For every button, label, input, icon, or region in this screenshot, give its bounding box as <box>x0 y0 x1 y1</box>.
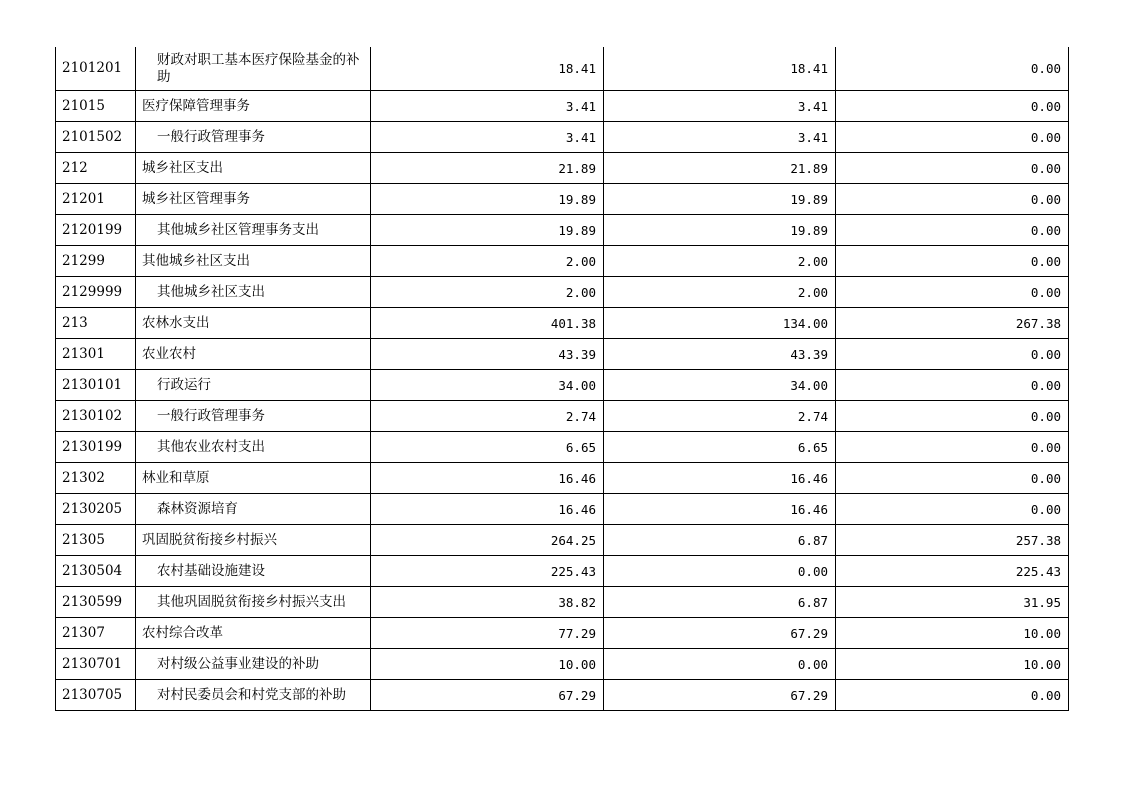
table-row <box>56 525 1069 556</box>
total-amount-cell: 401.38 <box>371 308 604 339</box>
budget-table <box>55 47 1069 711</box>
basic-expenditure-cell: 2.00 <box>604 246 836 277</box>
subject-code-cell: 212 <box>56 153 136 184</box>
subject-name-cell: 城乡社区管理事务 <box>136 184 371 215</box>
table-row <box>56 91 1069 122</box>
total-amount-cell: 225.43 <box>371 556 604 587</box>
total-amount-cell: 38.82 <box>371 587 604 618</box>
total-amount-cell: 3.41 <box>371 91 604 122</box>
subject-name-cell: 行政运行 <box>136 370 371 401</box>
basic-expenditure-cell: 67.29 <box>604 618 836 649</box>
project-expenditure-cell: 10.00 <box>836 649 1069 680</box>
total-amount-cell: 16.46 <box>371 463 604 494</box>
subject-code-cell: 21015 <box>56 91 136 122</box>
subject-name-cell: 农村基础设施建设 <box>136 556 371 587</box>
subject-name-cell: 对村级公益事业建设的补助 <box>136 649 371 680</box>
table-row <box>56 618 1069 649</box>
subject-name-cell: 城乡社区支出 <box>136 153 371 184</box>
project-expenditure-cell: 0.00 <box>836 153 1069 184</box>
basic-expenditure-cell: 0.00 <box>604 556 836 587</box>
subject-code-cell: 21201 <box>56 184 136 215</box>
basic-expenditure-cell: 6.87 <box>604 587 836 618</box>
subject-name-cell: 农村综合改革 <box>136 618 371 649</box>
basic-expenditure-cell: 2.74 <box>604 401 836 432</box>
basic-expenditure-cell: 21.89 <box>604 153 836 184</box>
project-expenditure-cell: 0.00 <box>836 401 1069 432</box>
subject-name-cell: 农林水支出 <box>136 308 371 339</box>
project-expenditure-cell: 0.00 <box>836 494 1069 525</box>
subject-code-cell: 213 <box>56 308 136 339</box>
total-amount-cell: 264.25 <box>371 525 604 556</box>
total-amount-cell: 21.89 <box>371 153 604 184</box>
table-row <box>56 47 1069 91</box>
total-amount-cell: 18.41 <box>371 47 604 91</box>
project-expenditure-cell: 0.00 <box>836 339 1069 370</box>
total-amount-cell: 77.29 <box>371 618 604 649</box>
subject-name-cell: 一般行政管理事务 <box>136 401 371 432</box>
table-row <box>56 463 1069 494</box>
subject-code-cell: 21299 <box>56 246 136 277</box>
subject-name-cell: 林业和草原 <box>136 463 371 494</box>
table-row <box>56 370 1069 401</box>
subject-name-cell: 医疗保障管理事务 <box>136 91 371 122</box>
table-row <box>56 432 1069 463</box>
table-row <box>56 122 1069 153</box>
subject-name-cell: 农业农村 <box>136 339 371 370</box>
subject-name-cell: 森林资源培育 <box>136 494 371 525</box>
table-row <box>56 587 1069 618</box>
subject-name-cell: 对村民委员会和村党支部的补助 <box>136 680 371 711</box>
budget-table-container <box>55 47 1068 711</box>
project-expenditure-cell: 0.00 <box>836 277 1069 308</box>
total-amount-cell: 2.00 <box>371 246 604 277</box>
table-row <box>56 215 1069 246</box>
project-expenditure-cell: 257.38 <box>836 525 1069 556</box>
basic-expenditure-cell: 19.89 <box>604 184 836 215</box>
project-expenditure-cell: 0.00 <box>836 122 1069 153</box>
table-row <box>56 556 1069 587</box>
total-amount-cell: 67.29 <box>371 680 604 711</box>
table-row <box>56 184 1069 215</box>
project-expenditure-cell: 0.00 <box>836 91 1069 122</box>
subject-code-cell: 2130205 <box>56 494 136 525</box>
subject-code-cell: 2130599 <box>56 587 136 618</box>
subject-name-cell: 其他城乡社区支出 <box>136 277 371 308</box>
subject-name-cell: 其他巩固脱贫衔接乡村振兴支出 <box>136 587 371 618</box>
basic-expenditure-cell: 18.41 <box>604 47 836 91</box>
subject-code-cell: 2130101 <box>56 370 136 401</box>
subject-code-cell: 2130705 <box>56 680 136 711</box>
total-amount-cell: 2.00 <box>371 277 604 308</box>
total-amount-cell: 3.41 <box>371 122 604 153</box>
total-amount-cell: 16.46 <box>371 494 604 525</box>
table-row <box>56 680 1069 711</box>
basic-expenditure-cell: 43.39 <box>604 339 836 370</box>
total-amount-cell: 2.74 <box>371 401 604 432</box>
total-amount-cell: 34.00 <box>371 370 604 401</box>
subject-code-cell: 2129999 <box>56 277 136 308</box>
basic-expenditure-cell: 0.00 <box>604 649 836 680</box>
basic-expenditure-cell: 19.89 <box>604 215 836 246</box>
table-row <box>56 494 1069 525</box>
basic-expenditure-cell: 16.46 <box>604 494 836 525</box>
table-row <box>56 153 1069 184</box>
subject-name-cell: 一般行政管理事务 <box>136 122 371 153</box>
subject-code-cell: 2120199 <box>56 215 136 246</box>
total-amount-cell: 6.65 <box>371 432 604 463</box>
subject-code-cell: 2130504 <box>56 556 136 587</box>
subject-code-cell: 2101502 <box>56 122 136 153</box>
subject-code-cell: 21301 <box>56 339 136 370</box>
subject-code-cell: 2130199 <box>56 432 136 463</box>
basic-expenditure-cell: 134.00 <box>604 308 836 339</box>
table-row <box>56 401 1069 432</box>
project-expenditure-cell: 0.00 <box>836 184 1069 215</box>
subject-code-cell: 2101201 <box>56 47 136 91</box>
subject-code-cell: 2130701 <box>56 649 136 680</box>
subject-code-cell: 2130102 <box>56 401 136 432</box>
basic-expenditure-cell: 3.41 <box>604 122 836 153</box>
subject-code-cell: 21302 <box>56 463 136 494</box>
project-expenditure-cell: 31.95 <box>836 587 1069 618</box>
table-row <box>56 339 1069 370</box>
subject-name-cell: 其他城乡社区支出 <box>136 246 371 277</box>
subject-code-cell: 21307 <box>56 618 136 649</box>
basic-expenditure-cell: 34.00 <box>604 370 836 401</box>
project-expenditure-cell: 225.43 <box>836 556 1069 587</box>
basic-expenditure-cell: 16.46 <box>604 463 836 494</box>
project-expenditure-cell: 0.00 <box>836 47 1069 91</box>
subject-code-cell: 21305 <box>56 525 136 556</box>
table-row <box>56 277 1069 308</box>
basic-expenditure-cell: 3.41 <box>604 91 836 122</box>
table-row <box>56 246 1069 277</box>
table-row <box>56 308 1069 339</box>
subject-name-cell: 其他农业农村支出 <box>136 432 371 463</box>
basic-expenditure-cell: 6.87 <box>604 525 836 556</box>
basic-expenditure-cell: 67.29 <box>604 680 836 711</box>
project-expenditure-cell: 267.38 <box>836 308 1069 339</box>
project-expenditure-cell: 10.00 <box>836 618 1069 649</box>
total-amount-cell: 19.89 <box>371 184 604 215</box>
project-expenditure-cell: 0.00 <box>836 215 1069 246</box>
project-expenditure-cell: 0.00 <box>836 246 1069 277</box>
project-expenditure-cell: 0.00 <box>836 432 1069 463</box>
basic-expenditure-cell: 6.65 <box>604 432 836 463</box>
subject-name-cell: 巩固脱贫衔接乡村振兴 <box>136 525 371 556</box>
total-amount-cell: 10.00 <box>371 649 604 680</box>
total-amount-cell: 19.89 <box>371 215 604 246</box>
project-expenditure-cell: 0.00 <box>836 680 1069 711</box>
project-expenditure-cell: 0.00 <box>836 463 1069 494</box>
project-expenditure-cell: 0.00 <box>836 370 1069 401</box>
basic-expenditure-cell: 2.00 <box>604 277 836 308</box>
total-amount-cell: 43.39 <box>371 339 604 370</box>
subject-name-cell: 其他城乡社区管理事务支出 <box>136 215 371 246</box>
table-body <box>56 47 1069 711</box>
table-row <box>56 649 1069 680</box>
subject-name-cell: 财政对职工基本医疗保险基金的补助 <box>136 47 371 91</box>
